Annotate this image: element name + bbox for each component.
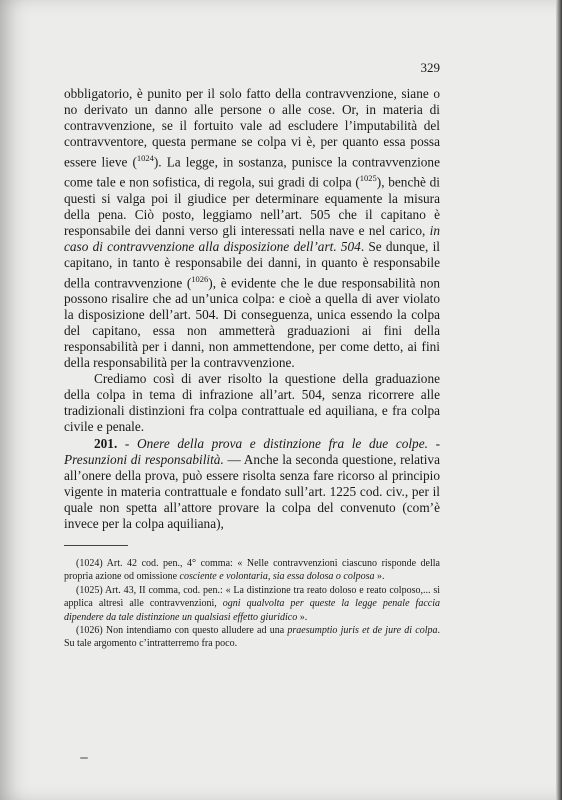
- paragraph-2: Crediamo così di aver risolto la questione della graduazione della colpa in tema di infrazione all’art. 504, senza ricorrere alle tradizionali distinzioni fra colpa contrattuale ed aquiliana, e fra colpa civile e penale.: [64, 371, 440, 435]
- italic-text: praesumptio juris et de jure di colpa: [287, 625, 438, 637]
- text-segment: . Su tale argomento c’intratterremo fra poco.: [64, 625, 441, 650]
- footnote-ref: 1024: [136, 153, 154, 163]
- section-number: 201.: [94, 436, 118, 451]
- section-201: [64, 436, 440, 532]
- paper-speck: [80, 757, 88, 759]
- footnote-1024: [64, 557, 440, 584]
- text-segment: ».: [374, 571, 385, 583]
- text-segment: (1026) Non intendiamo con questo alludere ad una: [76, 625, 288, 637]
- text-segment: . Se dunque, il capitano, in tanto è responsabile dei danni, in quanto è responsabile della contravvenzione (: [64, 238, 440, 291]
- body-text: [64, 86, 440, 435]
- section-title: Onere della prova e distinzione fra le due colpe. - Presunzioni di responsabilità.: [64, 436, 441, 467]
- text-segment: ). La legge, in sostanza, punisce la contravvenzione come tale e non sofistica, di regola, sui gradi di colpa (: [64, 154, 440, 190]
- section-text: — Anche la seconda questione, relativa all’onere della prova, può essere risolta senza fare ricorso al principio vigente in materia contrattuale e fondato sull’art. 1225 cod. civ., per il quale non spetta all’attore provare la colpa del convenuto (com’è invece per la colpa aquiliana),: [64, 452, 440, 531]
- footnote-1025: [64, 584, 440, 624]
- italic-text: cosciente e volontaria, sia essa dolosa o colposa: [179, 571, 375, 583]
- section-dash: -: [117, 436, 137, 451]
- text-segment: (1025) Art. 43, II comma, cod. pen.: « La distinzione tra reato doloso e reato colposo,... si applica altresì alle contravvenzioni,: [64, 584, 440, 610]
- footnote-ref: 1025: [359, 173, 377, 184]
- footnotes: [64, 557, 440, 651]
- text-segment: ), è evidente che le due responsabilità non possono risalire che ad un’unica colpa: e cioè a quella di aver violato la disposizione dell’art. 504. Di conseguenza, unica essendo la colpa del capitano, essa non ammetterà graduazioni ai fini della responsabilità per i danni, non ammettendone, per come detto, ai fini della responsabilità per la contravvenzione.: [64, 275, 440, 371]
- footnote-ref: 1026: [191, 273, 209, 284]
- footnote-rule: [64, 545, 128, 546]
- section-paragraph: [64, 436, 440, 532]
- italic-text: ogni qualvolta per queste la legge penale faccia dipendere da tale distinzione un qualsiasi effetto giuridico: [64, 598, 440, 623]
- page-edge: [556, 0, 562, 800]
- page-number: 329: [420, 60, 440, 75]
- text-segment: ».: [297, 611, 308, 623]
- italic-text: in caso di contravvenzione alla disposizione dell’art. 504: [64, 222, 440, 254]
- text-segment: obbligatorio, è punito per il solo fatto della contravvenzione, siane o no derivato un danno alle persone o alle cose. Or, in materia di contravvenzione, se il fortuito vale ad escludere l’imputabilità del contravventore, questa permane se colpa vi è, per quanto essa possa essere lieve (: [64, 86, 440, 170]
- text-segment: (1024) Art. 42 cod. pen., 4° comma: « Nelle contravvenzioni ciascuno risponde della propria azione od omissione: [64, 558, 440, 583]
- text-segment: ), benchè di questi si valga poi il giudice per determinare equamente la misura della pena. Ciò posto, leggiamo nell’art. 505 che il capitano è responsabile dei danni verso gli interessati nella nave e nel carico,: [64, 174, 440, 238]
- paragraph-1: [64, 86, 440, 371]
- footnote-1026: [64, 624, 440, 651]
